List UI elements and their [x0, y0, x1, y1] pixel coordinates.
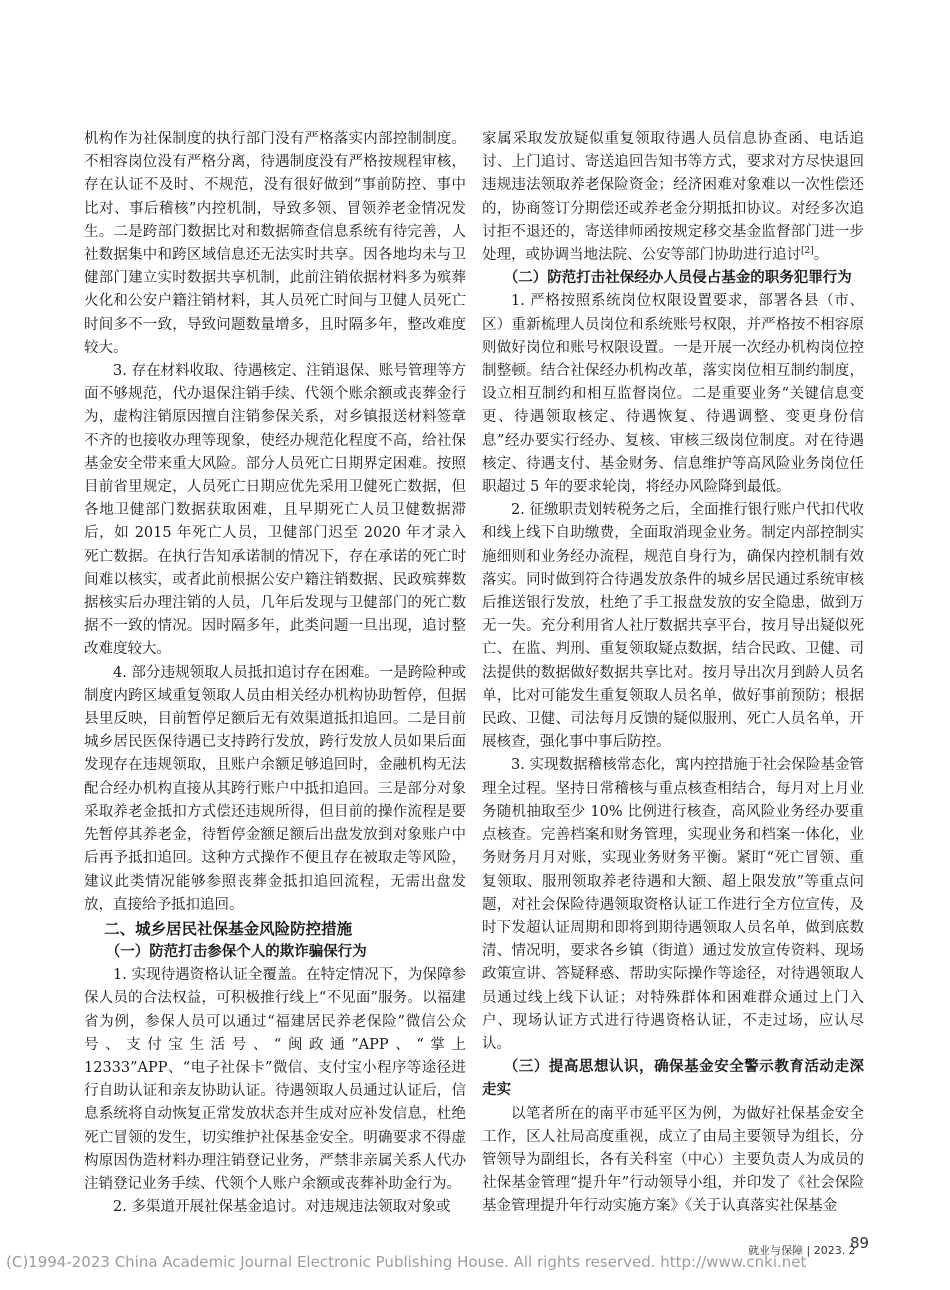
subsection-heading-3: （三）提高思想认识，确保基金安全警示教育活动走深走实	[482, 1059, 864, 1099]
paragraph-right-1-text: 家属采取发放疑似重复领取待遇人员信息协查函、电话追讨、上门追讨、寄送追回告知书等方式，要求对方尽快退回违规违法领取养老保险资金；经济困难对象难以一次性偿还的，协商签订分期偿还或养老金分期抵扣协议。对经多次追讨拒不退还的，寄送律师函按规定移交基金监督部门进一步处理，或协调当地法院、公安等部门协助进行追讨	[482, 131, 864, 264]
subsection-heading-1: （一）防范打击参保个人的欺诈骗保行为	[105, 943, 367, 960]
right-column	[482, 128, 864, 1219]
left-column	[84, 128, 466, 1219]
paragraph-right-1-end: 。	[813, 247, 829, 264]
paragraph-left-3: 4. 部分违规领取人员抵扣追讨存在困难。一是跨险种或制度内跨区域重复领取人员由相关经办机构协助暂停，但据县里反映，目前暂停足额后无有效渠道抵扣追回。二是目前城乡居民医保待遇已支持跨行发放，跨行发放人员如果后面发现存在违规领取，且账户余额足够追回时，金融机构无法配合经办机构直接从其跨行账户中抵扣追回。三是部分对象采取养老金抵扣方式偿还违规所得，但目前的操作流程是要先暂停其养老金，待暂停金额足额后出盘发放到对象账户中后再予抵扣追回。这种方式操作不便且存在被取走等风险，建议此类情况能够参照丧葬金抵扣追回流程，无需出盘发放，直接给予抵扣追回。	[84, 664, 466, 913]
paragraph-right-2: 1. 严格按照系统岗位权限设置要求，部署各县（市、区）重新梳理人员岗位和系统账号权限，并严格按不相容原则做好岗位和账号权限设置。一是开展一次经办机构岗位控制整顿。结合社保经办机构改革，落实岗位相互制约制度，设立相互制约和相互监督岗位。二是重要业务“关键信息变更、待遇领取核定、待遇恢复、待遇调整、变更身份信息”经办要实行经办、复核、审核三级岗位制度。对在待遇核定、待遇支付、基金财务、信息维护等高风险业务岗位任职超过 5 年的要求轮岗，将经办风险降到最低。	[482, 293, 864, 496]
page-number: 89	[850, 1234, 870, 1252]
subsection-heading-2: （二）防范打击社保经办人员侵占基金的职务犯罪行为	[503, 270, 852, 287]
paragraph-left-2: 3. 存在材料收取、待遇核定、注销退保、账号管理等方面不够规范，代办退保注销手续、代领个账余额或丧葬金行为，虚构注销原因擅自注销参保关系，对乡镇报送材料签章不齐的也接收办理等现象，使经办规范化程度不高，给社保基金安全带来重大风险。部分人员死亡日期界定困难。按照目前省里规定，人员死亡日期应优先采用卫健死亡数据，但各地卫健部门数据获取困难，且早期死亡人员卫健数据滞后，如 2015 年死亡人员，卫健部门迟至 2020 年才录入死亡数据。在执行告知承诺制的情况下，存在承诺的死亡时间难以核实，或者此前根据公安户籍注销数据、民政殡葬数据核实后办理注销的人员，几年后发现与卫健部门的死亡数据不一致的情况。因时隔多年，此类问题一旦出现，追讨整改难度较大。	[84, 363, 466, 658]
copyright-watermark: (C)1994-2023 China Academic Journal Electronic Publishing House. All rights reserved. http://www.cnki.net	[6, 1253, 807, 1271]
paragraph-right-1	[482, 128, 864, 267]
paragraph-left-1: 机构作为社保制度的执行部门没有严格落实内部控制制度。不相容岗位没有严格分离，待遇制度没有严格按规程审核，存在认证不及时、不规范，没有很好做到“事前防控、事中比对、事后稽核”内控机制，导致多领、冒领养老金情况发生。二是跨部门数据比对和数据筛查信息系统有待完善，人社数据集中和跨区域信息还无法实时共享。因各地均未与卫健部门建立实时数据共享机制，此前注销依据材料多为殡葬火化和公安户籍注销材料，其人员死亡时间与卫健人员死亡时间多不一致，导致问题数量增多，且时隔多年，整改难度较大。	[84, 131, 466, 356]
journal-name: 就业与保障 | 2023. 2	[748, 1244, 856, 1257]
paragraph-left-5: 2. 多渠道开展社保基金追讨。对违规违法领取对象或	[113, 1199, 451, 1216]
paragraph-right-4: 3. 实现数据稽核常态化，寓内控措施于社会保险基金管理全过程。坚持日常稽核与重点核查相结合，每月对上月业务随机抽取至少 10% 比例进行核查，高风险业务经办要重点核查。完善档案和财务管理，实现业务和档案一体化，业务财务月月对账，实现业务财务平衡。紧盯“死亡冒领、重复领取、服刑领取养老待遇和大额、超上限发放”等重点问题，对社会保险待遇领取资格认证工作进行全方位宣传，及时下发超认证周期和即将到期待遇领取人员名单，做到底数清、情况明，要求各乡镇（街道）通过发放宣传资料、现场政策宣讲、答疑释惑、帮助实际操作等途径，对待遇领取人员通过线上线下认证；对特殊群体和困难群众通过上门入户、现场认证方式进行待遇资格认证，不走过场，应认尽认。	[482, 757, 864, 1052]
paragraph-left-4: 1. 实现待遇资格认证全覆盖。在特定情况下，为保障参保人员的合法权益，可积极推行线上“不见面”服务。以福建省为例，参保人员可以通过“福建居民养老保险”微信公众号、支付宝生活号、“闽政通”APP、“掌上12333”APP、“电子社保卡”微信、支付宝小程序等途径进行自助认证和亲友协助认证。待遇领取人员通过认证后，信息系统将自动恢复正常发放状态并生成对应补发信息，杜绝死亡冒领的发生，切实维护社保基金安全。明确要求不得虚构原因伪造材料办理注销登记业务，严禁非亲属关系人代办注销登记业务手续、代领个人账户余额或丧葬补助金行为。	[84, 967, 466, 1192]
citation-ref: [2]	[801, 246, 814, 257]
paragraph-right-5: 以笔者所在的南平市延平区为例，为做好社保基金安全工作，区人社局高度重视，成立了由局主要领导为组长，分管领导为副组长，各有关科室（中心）主要负责人为成员的社保基金管理“提升年”行动领导小组，并印发了《社会保险基金管理提升年行动实施方案》《关于认真落实社保基金	[482, 1105, 864, 1215]
paragraph-right-3: 2. 征缴职责划转税务之后，全面推行银行账户代扣代收和线上线下自助缴费，全面取消现金业务。制定内部控制实施细则和业务经办流程，规范自身行为，确保内控机制有效落实。同时做到符合待遇发放条件的城乡居民通过系统审核后推送银行发放，杜绝了手工报盘发放的安全隐患，做到万无一失。充分利用省人社厅数据共享平台，按月导出疑似死亡、在监、判刑、重复领取疑点数据，结合民政、卫健、司法提供的数据做好数据共享比对。按月导出次月到龄人员名单，比对可能发生重复领取人员名单，做好事前预防；根据民政、卫健、司法每月反馈的疑似服刑、死亡人员名单，开展核查，强化事中事后防控。	[482, 502, 864, 751]
section-heading-2: 二、城乡居民社保基金风险防控措施	[104, 919, 353, 938]
